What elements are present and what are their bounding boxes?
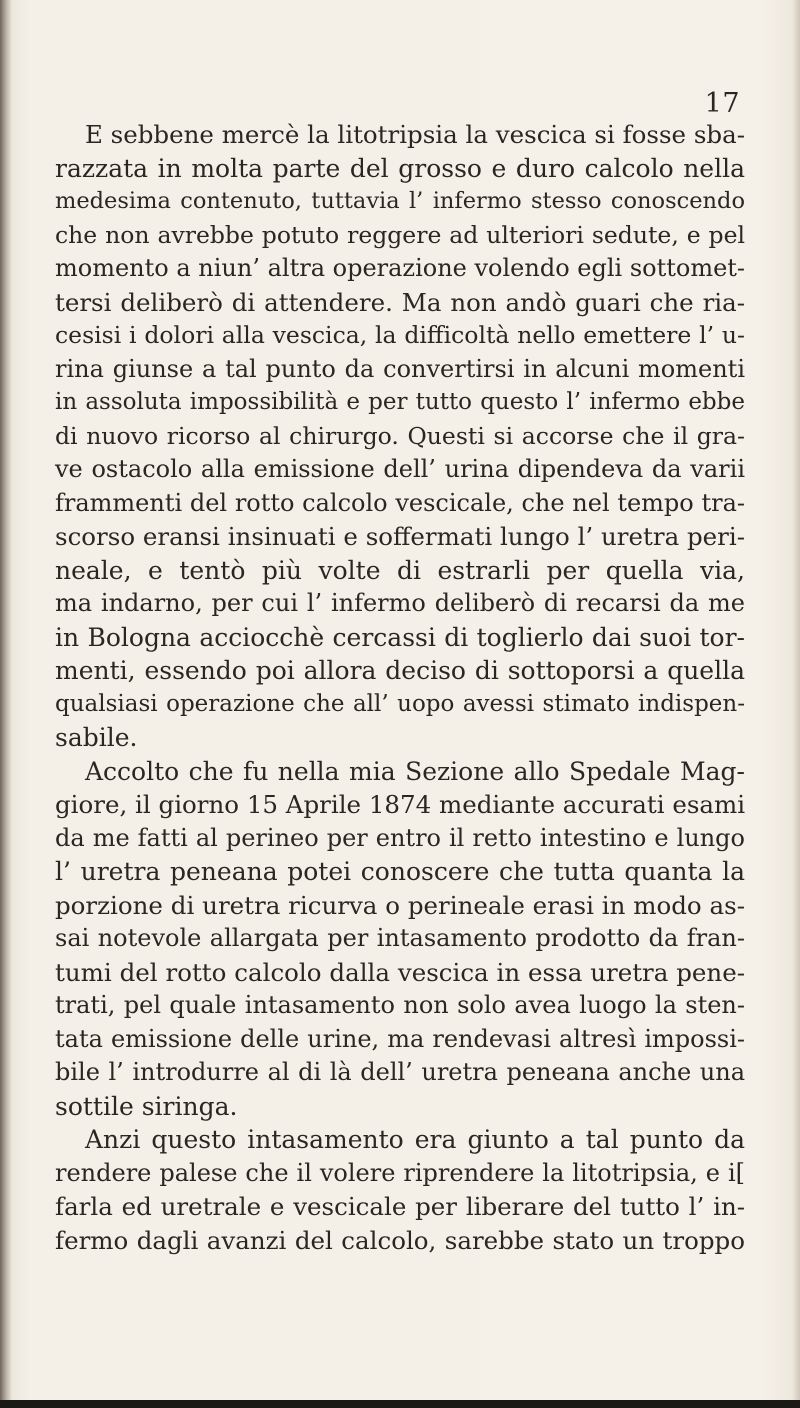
- text-line: tata emissione delle urine, ma rendevasi altresì impossi-: [55, 1024, 745, 1053]
- text-line: cesisi i dolori alla vescica, la difficoltà nello emettere l’ u-: [55, 321, 745, 349]
- text-line: neale, e tentò più volte di estrarli per quella via,: [55, 555, 745, 585]
- text-line: di nuovo ricorso al chirurgo. Questi si accorse che il gra-: [55, 421, 745, 450]
- text-line: da me fatti al perineo per entro il retto intestino e lungo: [55, 823, 745, 852]
- bottom-rule: [0, 1400, 800, 1408]
- text-line: che non avrebbe potuto reggere ad ulteriori sedute, e pel: [55, 220, 745, 249]
- text-line: scorso eransi insinuati e soffermati lungo l’ uretra peri-: [55, 522, 745, 551]
- text-line: momento a niun’ altra operazione volendo egli sottomet-: [55, 254, 746, 282]
- text-line: Accolto che fu nella mia Sezione allo Spedale Mag-: [85, 756, 745, 786]
- text-line: menti, essendo poi allora deciso di sottoporsi a quella: [55, 656, 745, 685]
- body-text: [55, 118, 745, 1257]
- text-line: trati, pel quale intasamento non solo avea luogo la sten-: [55, 991, 745, 1019]
- text-line: rendere palese che il volere riprendere la litotripsia, e i[: [55, 1158, 745, 1187]
- text-line: sabile.: [55, 723, 138, 752]
- text-line: tersi deliberò di attendere. Ma non andò guari che ria-: [55, 287, 745, 317]
- text-line: rina giunse a tal punto da convertirsi in alcuni momenti: [55, 354, 745, 383]
- text-line: tumi del rotto calcolo dalla vescica in essa uretra pene-: [55, 957, 745, 987]
- text-line: ve ostacolo alla emissione dell’ urina dipendeva da varii: [55, 455, 745, 483]
- text-line: fermo dagli avanzi del calcolo, sarebbe stato un troppo: [55, 1225, 745, 1255]
- text-line: bile l’ introdurre al di là dell’ uretra peneana anche una: [55, 1058, 745, 1086]
- text-line: E sebbene mercè la litotripsia la vescica si fosse sba-: [85, 120, 745, 149]
- text-line: giore, il giorno 15 Aprile 1874 mediante accurati esami: [55, 790, 746, 819]
- text-line: razzata in molta parte del grosso e duro calcolo nella: [55, 153, 745, 183]
- text-line: in assoluta impossibilità e per tutto questo l’ infermo ebbe: [55, 389, 745, 415]
- text-line: medesima contenuto, tuttavia l’ infermo stesso conoscendo: [55, 188, 745, 214]
- text-line: farla ed uretrale e vescicale per liberare del tutto l’ in-: [55, 1192, 745, 1221]
- page-number: 17: [704, 88, 740, 119]
- text-line: l’ uretra peneana potei conoscere che tutta quanta la: [55, 857, 745, 886]
- text-line: in Bologna acciocchè cercassi di toglierlo dai suoi tor-: [55, 622, 745, 652]
- spine-shadow: [0, 0, 12, 1408]
- text-line: sottile siringa.: [55, 1091, 238, 1121]
- text-line: sai notevole allargata per intasamento prodotto da fran-: [55, 924, 745, 952]
- text-line: frammenti del rotto calcolo vescicale, che nel tempo tra-: [55, 488, 745, 517]
- text-line: Anzi questo intasamento era giunto a tal punto da: [85, 1125, 745, 1154]
- page-edge: [792, 0, 800, 1408]
- text-line: ma indarno, per cui l’ infermo deliberò di recarsi da me: [55, 589, 745, 617]
- text-line: qualsiasi operazione che all’ uopo avessi stimato indispen-: [55, 690, 745, 717]
- text-line: porzione di uretra ricurva o perineale erasi in modo as-: [55, 890, 745, 920]
